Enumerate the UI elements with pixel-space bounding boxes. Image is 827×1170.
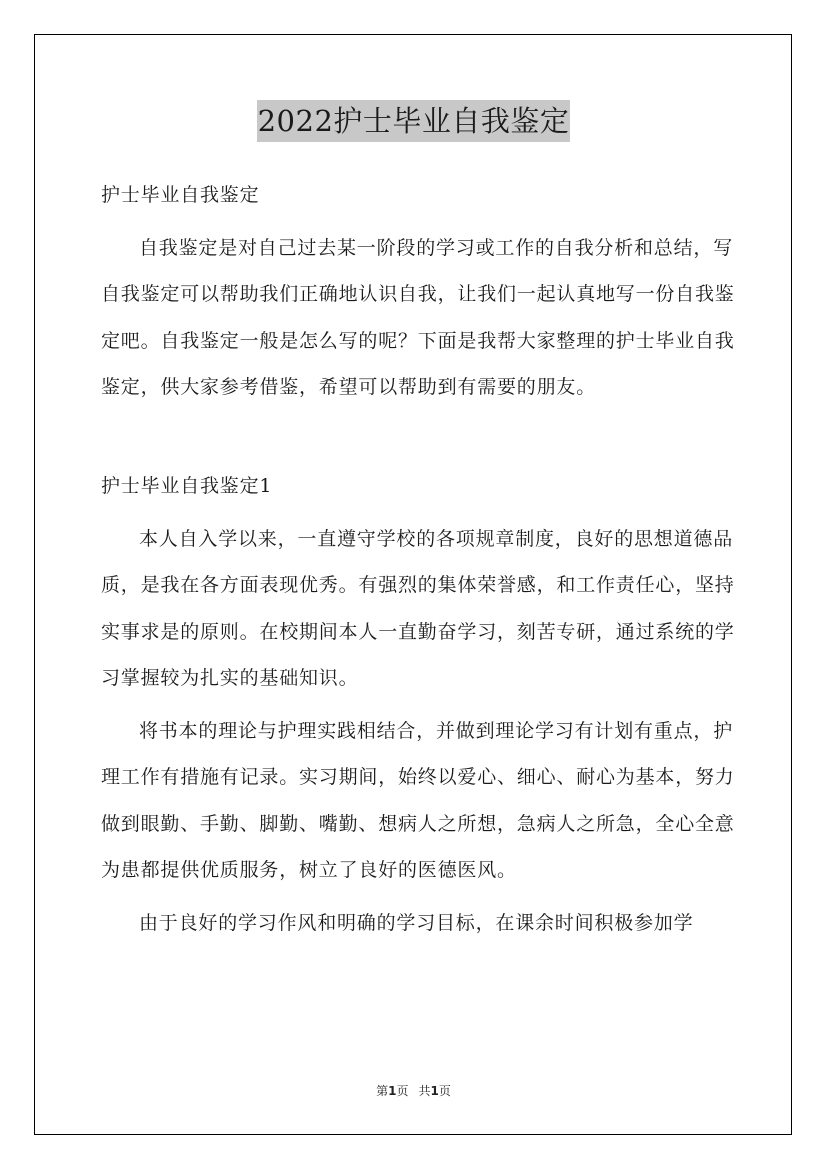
total-pages: 1 — [430, 1084, 439, 1098]
page-label-prefix: 第 — [376, 1084, 389, 1098]
paragraph: 将书本的理论与护理实践相结合，并做到理论学习有计划有重点，护理工作有措施有记录。实习期间，始终以爱心、细心、耐心为基本，努力做到眼勤、手勤、脚勤、嘴勤、想病人之所想，急病人之所急，全心全意为患都提供优质服务，树立了良好的医德医风。 — [101, 719, 735, 881]
document-body — [101, 172, 743, 946]
paragraph: 本人自入学以来，一直遵守学校的各项规章制度，良好的思想道德品质，是我在各方面表现优秀。有强烈的集体荣誉感，和工作责任心，坚持实事求是的原则。在校期间本人一直勤奋学习，刻苦专研，通过系统的学习掌握较为扎实的基础知识。 — [101, 527, 735, 689]
paragraph: 由于良好的学习作风和明确的学习目标，在课余时间积极参加学 — [139, 911, 694, 934]
total-label-suffix: 页 — [438, 1084, 451, 1098]
page-footer — [0, 1082, 827, 1100]
title-container — [0, 100, 827, 142]
section-heading: 护士毕业自我鉴定1 — [101, 475, 273, 497]
page-label-suffix: 页 — [396, 1084, 409, 1098]
paragraph: 自我鉴定是对自己过去某一阶段的学习或工作的自我分析和总结，写自我鉴定可以帮助我们正确地认识自我，让我们一起认真地写一份自我鉴定吧。自我鉴定一般是怎么写的呢？下面是我帮大家整理的护士毕业自我鉴定，供大家参考借鉴，希望可以帮助到有需要的朋友。 — [101, 236, 735, 398]
document-title: 2022护士毕业自我鉴定 — [257, 100, 571, 142]
blank-line — [101, 411, 743, 458]
section-heading: 护士毕业自我鉴定 — [101, 184, 260, 206]
page-number: 1 — [388, 1084, 397, 1098]
total-label-prefix: 共 — [418, 1084, 431, 1098]
